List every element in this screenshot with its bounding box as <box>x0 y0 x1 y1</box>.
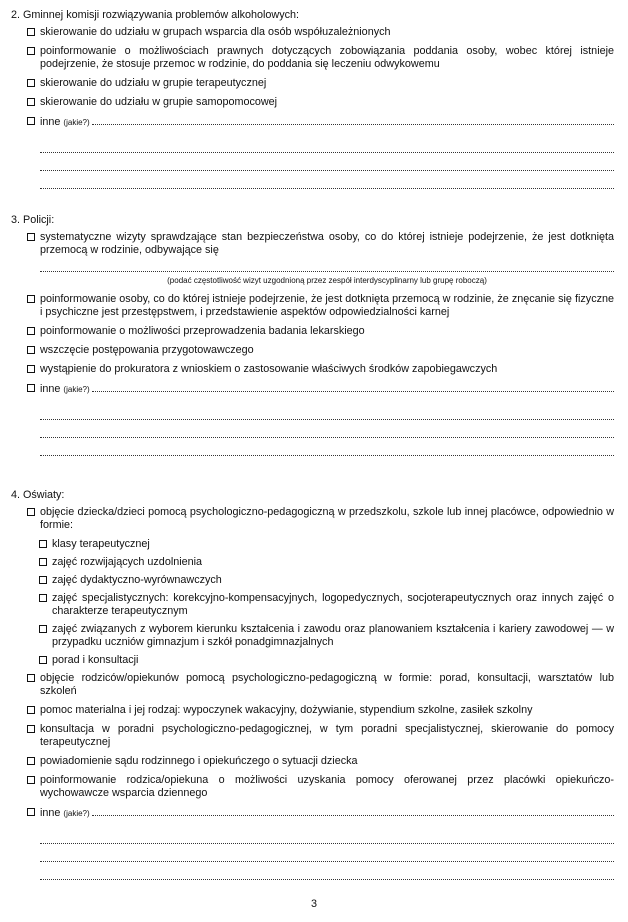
section-policja <box>11 214 614 456</box>
fill-in-line[interactable] <box>92 382 614 392</box>
option-grupa-terapeutyczna[interactable] <box>11 77 614 90</box>
option-label: poinformowanie osoby, co do której istnieje podejrzenie, że jest dotknięta przemocą w rodzinie, że znęcanie się fizyczne i psychiczne jest przestępstwem, i przedstawienie aspektów odpowiedzialności karnej <box>40 293 614 318</box>
option-label: skierowanie do udziału w grupie samopomocowej <box>40 96 278 108</box>
option-odpowiedzialnosc-karna[interactable] <box>11 293 614 319</box>
option-dydaktyczno-wyrownawcze[interactable] <box>11 574 614 587</box>
option-label: pomoc materialna i jej rodzaj: wypoczynek wakacyjny, dożywianie, stypendium szkolne, zasiłek szkolny <box>40 704 533 716</box>
fill-in-line[interactable] <box>92 115 614 125</box>
checkbox[interactable] <box>27 28 35 36</box>
fill-in-line[interactable] <box>40 259 614 272</box>
option-label: poinformowanie rodzica/opiekuna o możliwości uzyskania pomocy oferowanej przez placówki opiekuńczo-wychowawcze wsparcia dziennego <box>40 774 614 799</box>
option-hint: (jakie?) <box>63 118 90 127</box>
option-grupy-wsparcia[interactable] <box>11 26 614 39</box>
option-pomoc-rodzicom[interactable] <box>11 672 614 698</box>
checkbox[interactable] <box>27 808 35 816</box>
option-label: zajęć specjalistycznych: korekcyjno-kompensacyjnych, logopedycznych, socjoterapeutycznych oraz innych zajęć o charakterze terapeutycznym <box>52 592 614 617</box>
checkbox[interactable] <box>27 508 35 516</box>
fill-in-line[interactable] <box>40 153 614 171</box>
option-label: poinformowanie o możliwości przeprowadzenia badania lekarskiego <box>40 325 365 337</box>
fill-in-line[interactable] <box>40 844 614 862</box>
checkbox[interactable] <box>39 576 47 584</box>
option-sad-rodzinny[interactable] <box>11 755 614 768</box>
fill-in-line[interactable] <box>40 171 614 189</box>
checkbox[interactable] <box>27 295 35 303</box>
fill-in-line[interactable] <box>92 806 614 816</box>
option-wizyty[interactable] <box>11 231 614 257</box>
option-label: objęcie dziecka/dzieci pomocą psychologiczno-pedagogiczną w przedszkolu, szkole lub innej placówce, odpowiednio w formie: <box>40 506 614 531</box>
option-label: zajęć związanych z wyborem kierunku kształcenia i zawodu oraz planowaniem kształcenia i kariery zawodowej — w przypadku uczniów gimnazjum i szkół ponadgimnazjalnych <box>52 623 614 648</box>
page-number: 3 <box>310 898 317 910</box>
checkbox[interactable] <box>39 656 47 664</box>
option-inne[interactable] <box>11 806 614 820</box>
option-inne[interactable] <box>11 115 614 129</box>
option-grupa-samopomocowa[interactable] <box>11 96 614 109</box>
option-label: inne <box>40 383 61 395</box>
option-kariera-zawodowa[interactable] <box>11 623 614 649</box>
option-leczenie-odwykowe[interactable] <box>11 45 614 71</box>
option-badanie-lekarskie[interactable] <box>11 325 614 338</box>
checkbox[interactable] <box>27 117 35 125</box>
checkbox[interactable] <box>39 594 47 602</box>
option-label: konsultacja w poradni psychologiczno-pedagogicznej, w tym poradni specjalistycznej, skierowanie do pomocy terapeutycznej <box>40 723 614 748</box>
section-title: 2. Gminnej komisji rozwiązywania problemów alkoholowych: <box>11 9 300 21</box>
option-pomoc-materialna[interactable] <box>11 704 614 717</box>
option-label: zajęć rozwijających uzdolnienia <box>52 556 203 568</box>
option-postepowanie[interactable] <box>11 344 614 357</box>
fill-in-line[interactable] <box>40 826 614 844</box>
checkbox[interactable] <box>27 98 35 106</box>
section-title: 3. Policji: <box>11 214 55 226</box>
checkbox[interactable] <box>39 625 47 633</box>
option-inne[interactable] <box>11 382 614 396</box>
option-label: objęcie rodziców/opiekunów pomocą psychologiczno-pedagogiczną w formie: porad, konsultacji, warsztatów lub szkoleń <box>40 672 614 697</box>
section-title: 4. Oświaty: <box>11 489 65 501</box>
option-klasy-terapeutyczne[interactable] <box>11 538 614 551</box>
option-label: inne <box>40 807 61 819</box>
option-label: poinformowanie o możliwościach prawnych dotyczących zobowiązania poddania osoby, wobec której istnieje podejrzenie, że stosuje przemoc w rodzinie, do poddania się leczeniu odwykowemu <box>40 45 614 70</box>
checkbox[interactable] <box>27 757 35 765</box>
checkbox[interactable] <box>27 47 35 55</box>
section-oswiata <box>11 489 614 880</box>
checkbox[interactable] <box>27 384 35 392</box>
checkbox[interactable] <box>27 79 35 87</box>
checkbox[interactable] <box>27 365 35 373</box>
option-label: klasy terapeutycznej <box>52 538 150 550</box>
checkbox[interactable] <box>39 540 47 548</box>
option-label: skierowanie do udziału w grupie terapeutycznej <box>40 77 267 89</box>
option-label: wystąpienie do prokuratora z wnioskiem o zastosowanie właściwych środków zapobiegawczych <box>40 363 498 375</box>
checkbox[interactable] <box>27 706 35 714</box>
option-label: porad i konsultacji <box>52 654 139 666</box>
option-uzdolnienia[interactable] <box>11 556 614 569</box>
option-pomoc-dziecku[interactable] <box>11 506 614 532</box>
fill-in-line[interactable] <box>40 135 614 153</box>
fill-in-line[interactable] <box>40 438 614 456</box>
option-poradnia[interactable] <box>11 723 614 749</box>
option-label: inne <box>40 116 61 128</box>
checkbox[interactable] <box>27 725 35 733</box>
option-prokurator[interactable] <box>11 363 614 376</box>
fill-in-line[interactable] <box>40 402 614 420</box>
checkbox[interactable] <box>27 346 35 354</box>
option-placowki-wsparcia[interactable] <box>11 774 614 800</box>
option-label: wszczęcie postępowania przygotowawczego <box>40 344 254 356</box>
fill-in-line[interactable] <box>40 862 614 880</box>
option-hint: (jakie?) <box>63 385 90 394</box>
option-porady-konsultacje[interactable] <box>11 654 614 667</box>
section-gminna-komisja <box>11 9 614 189</box>
option-zajecia-specjalistyczne[interactable] <box>11 592 614 618</box>
checkbox[interactable] <box>27 674 35 682</box>
option-label: skierowanie do udziału w grupach wsparcia dla osób współuzależnionych <box>40 26 391 38</box>
checkbox[interactable] <box>27 776 35 784</box>
frequency-note: (podać częstotliwość wizyt uzgodnioną przez zespół interdyscyplinarny lub grupę roboczą) <box>167 276 487 285</box>
option-label: powiadomienie sądu rodzinnego i opiekuńczego o sytuacji dziecka <box>40 755 358 767</box>
option-label: systematyczne wizyty sprawdzające stan bezpieczeństwa osoby, co do której istnieje podejrzenie, że jest dotknięta przemocą w rodzinie, odbywające się <box>40 231 614 256</box>
checkbox[interactable] <box>27 327 35 335</box>
checkbox[interactable] <box>39 558 47 566</box>
fill-in-line[interactable] <box>40 420 614 438</box>
checkbox[interactable] <box>27 233 35 241</box>
option-hint: (jakie?) <box>63 809 90 818</box>
option-label: zajęć dydaktyczno-wyrównawczych <box>52 574 222 586</box>
